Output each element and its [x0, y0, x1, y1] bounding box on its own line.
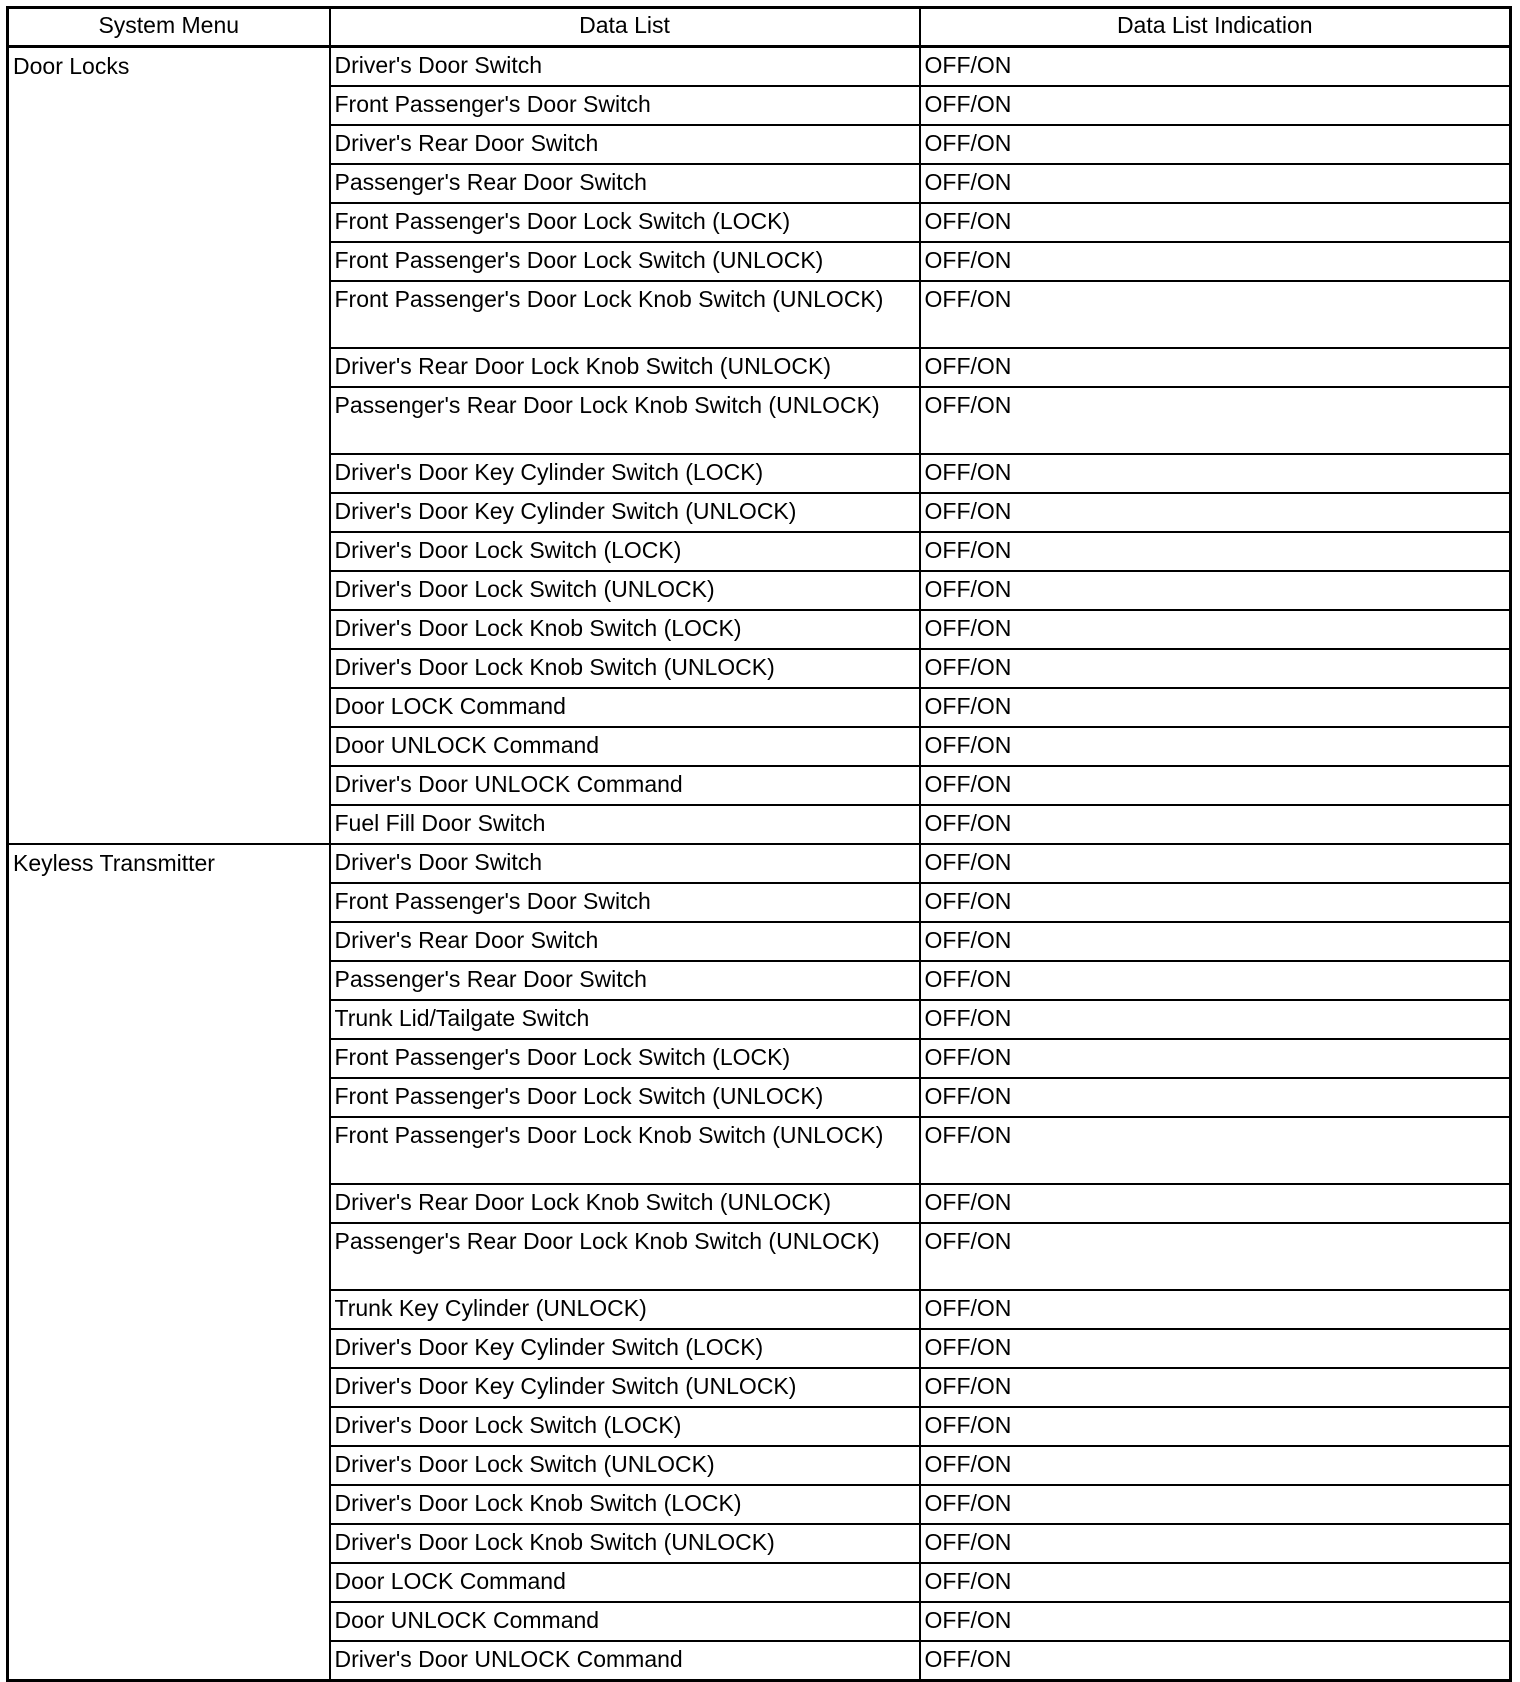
data-list-cell: Passenger's Rear Door Lock Knob Switch (UNLOCK): [330, 1223, 920, 1290]
data-list-cell: Driver's Door Lock Knob Switch (LOCK): [330, 610, 920, 649]
table-body: [8, 47, 1511, 1681]
data-list-cell: Front Passenger's Door Lock Knob Switch (UNLOCK): [330, 281, 920, 348]
data-list-cell: Front Passenger's Door Lock Switch (LOCK): [330, 203, 920, 242]
data-list-cell: Driver's Rear Door Switch: [330, 125, 920, 164]
indication-cell: OFF/ON: [920, 1368, 1511, 1407]
indication-cell: OFF/ON: [920, 1329, 1511, 1368]
header-data-list-indication: Data List Indication: [920, 8, 1511, 47]
system-menu-cell: Door Locks: [8, 47, 330, 845]
data-list-cell: Driver's Door Key Cylinder Switch (LOCK): [330, 1329, 920, 1368]
indication-cell: OFF/ON: [920, 203, 1511, 242]
data-list-cell: Front Passenger's Door Lock Switch (LOCK): [330, 1039, 920, 1078]
data-list-cell: Driver's Door Lock Switch (UNLOCK): [330, 571, 920, 610]
indication-cell: OFF/ON: [920, 688, 1511, 727]
data-list-cell: Trunk Lid/Tailgate Switch: [330, 1000, 920, 1039]
data-list-cell: Driver's Door Lock Knob Switch (UNLOCK): [330, 1524, 920, 1563]
data-list-cell: Door LOCK Command: [330, 1563, 920, 1602]
indication-cell: OFF/ON: [920, 281, 1511, 348]
data-list-cell: Front Passenger's Door Lock Switch (UNLOCK): [330, 242, 920, 281]
indication-cell: OFF/ON: [920, 1602, 1511, 1641]
indication-cell: OFF/ON: [920, 1117, 1511, 1184]
indication-cell: OFF/ON: [920, 805, 1511, 844]
indication-cell: OFF/ON: [920, 454, 1511, 493]
data-list-cell: Front Passenger's Door Switch: [330, 883, 920, 922]
data-list-table: [6, 6, 1512, 1682]
data-list-cell: Driver's Door Lock Knob Switch (UNLOCK): [330, 649, 920, 688]
indication-cell: OFF/ON: [920, 348, 1511, 387]
indication-cell: OFF/ON: [920, 1078, 1511, 1117]
data-list-cell: Front Passenger's Door Lock Knob Switch (UNLOCK): [330, 1117, 920, 1184]
indication-cell: OFF/ON: [920, 961, 1511, 1000]
data-list-cell: Driver's Rear Door Switch: [330, 922, 920, 961]
data-list-cell: Door UNLOCK Command: [330, 1602, 920, 1641]
data-list-cell: Driver's Door Lock Switch (UNLOCK): [330, 1446, 920, 1485]
indication-cell: OFF/ON: [920, 844, 1511, 883]
data-list-cell: Passenger's Rear Door Lock Knob Switch (UNLOCK): [330, 387, 920, 454]
data-list-cell: Passenger's Rear Door Switch: [330, 961, 920, 1000]
header-row: [8, 8, 1511, 47]
indication-cell: OFF/ON: [920, 727, 1511, 766]
indication-cell: OFF/ON: [920, 1641, 1511, 1681]
indication-cell: OFF/ON: [920, 883, 1511, 922]
header-data-list: Data List: [330, 8, 920, 47]
indication-cell: OFF/ON: [920, 1039, 1511, 1078]
indication-cell: OFF/ON: [920, 125, 1511, 164]
indication-cell: OFF/ON: [920, 571, 1511, 610]
indication-cell: OFF/ON: [920, 1000, 1511, 1039]
data-list-cell: Driver's Door UNLOCK Command: [330, 766, 920, 805]
data-list-cell: Front Passenger's Door Switch: [330, 86, 920, 125]
data-list-cell: Driver's Rear Door Lock Knob Switch (UNLOCK): [330, 348, 920, 387]
data-list-cell: Front Passenger's Door Lock Switch (UNLOCK): [330, 1078, 920, 1117]
table-header: [8, 8, 1511, 47]
data-list-cell: Door LOCK Command: [330, 688, 920, 727]
data-list-cell: Driver's Door Switch: [330, 47, 920, 87]
data-list-cell: Driver's Door Key Cylinder Switch (LOCK): [330, 454, 920, 493]
indication-cell: OFF/ON: [920, 493, 1511, 532]
indication-cell: OFF/ON: [920, 1223, 1511, 1290]
indication-cell: OFF/ON: [920, 1563, 1511, 1602]
data-list-cell: Trunk Key Cylinder (UNLOCK): [330, 1290, 920, 1329]
data-list-cell: Driver's Door Switch: [330, 844, 920, 883]
data-list-cell: Driver's Rear Door Lock Knob Switch (UNLOCK): [330, 1184, 920, 1223]
data-list-cell: Door UNLOCK Command: [330, 727, 920, 766]
indication-cell: OFF/ON: [920, 86, 1511, 125]
indication-cell: OFF/ON: [920, 1184, 1511, 1223]
indication-cell: OFF/ON: [920, 164, 1511, 203]
data-list-cell: Driver's Door Key Cylinder Switch (UNLOCK): [330, 1368, 920, 1407]
system-menu-cell: Keyless Transmitter: [8, 844, 330, 1681]
indication-cell: OFF/ON: [920, 532, 1511, 571]
indication-cell: OFF/ON: [920, 1446, 1511, 1485]
header-system-menu: System Menu: [8, 8, 330, 47]
indication-cell: OFF/ON: [920, 1290, 1511, 1329]
data-list-cell: Driver's Door Lock Knob Switch (LOCK): [330, 1485, 920, 1524]
indication-cell: OFF/ON: [920, 387, 1511, 454]
data-list-cell: Driver's Door Lock Switch (LOCK): [330, 1407, 920, 1446]
indication-cell: OFF/ON: [920, 610, 1511, 649]
table-row: [8, 47, 1511, 87]
indication-cell: OFF/ON: [920, 1407, 1511, 1446]
table-row: [8, 844, 1511, 883]
data-list-cell: Passenger's Rear Door Switch: [330, 164, 920, 203]
indication-cell: OFF/ON: [920, 1485, 1511, 1524]
indication-cell: OFF/ON: [920, 242, 1511, 281]
data-list-cell: Driver's Door UNLOCK Command: [330, 1641, 920, 1681]
data-list-cell: Fuel Fill Door Switch: [330, 805, 920, 844]
indication-cell: OFF/ON: [920, 1524, 1511, 1563]
data-list-cell: Driver's Door Lock Switch (LOCK): [330, 532, 920, 571]
indication-cell: OFF/ON: [920, 922, 1511, 961]
indication-cell: OFF/ON: [920, 649, 1511, 688]
data-list-cell: Driver's Door Key Cylinder Switch (UNLOCK): [330, 493, 920, 532]
indication-cell: OFF/ON: [920, 47, 1511, 87]
indication-cell: OFF/ON: [920, 766, 1511, 805]
